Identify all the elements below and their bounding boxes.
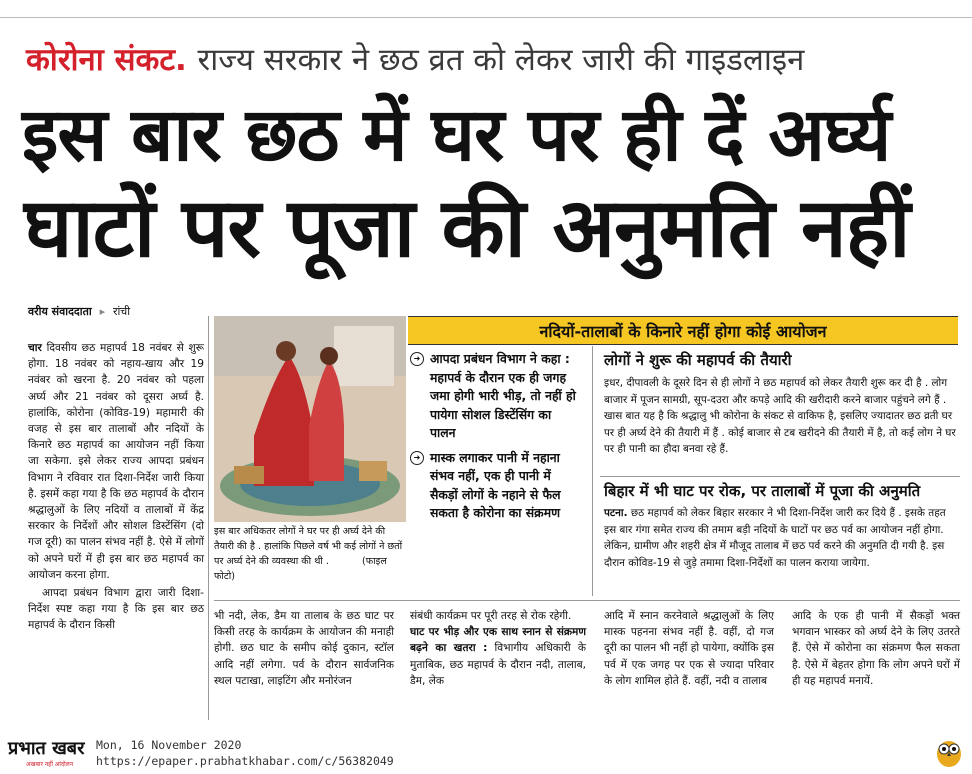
column-5: आदि के एक ही पानी में सैकड़ों भक्त भगवान भास्कर को अर्घ्य देने के लिए उतरते हैं. ऐसे में कोरोना का संक्रमण फैल सकता है. ऐसे में बेहतर होगा कि लोग अपने घरों में ही यह महापर्व मनायें. xyxy=(792,610,960,687)
crosshead: घाट पर भीड़ और एक साथ स्नान से संक्रमण बढ़ने का खतरा : xyxy=(410,626,586,655)
reporter: वरीय संवाददाता xyxy=(28,305,92,318)
arrow-circle-icon: ➜ xyxy=(410,352,424,366)
highlight-item: ➜ आपदा प्रबंधन विभाग ने कहा : महापर्व के दौरान एक ही जगह जमा होगी भारी भीड़, तो नहीं हो पायेगा सोशल डिस्टेंसिंग का पालन xyxy=(410,350,580,443)
story3-heading: बिहार में भी घाट पर रोक, पर तालाबों में पूजा की अनुमति xyxy=(604,482,921,500)
divider xyxy=(592,346,593,596)
arrow-icon: ▸ xyxy=(99,305,106,318)
section-banner: नदियों-तालाबों के किनारे नहीं होगा कोई आयोजन xyxy=(408,316,958,345)
column-1 xyxy=(28,340,204,634)
headline-line1: इस बार छठ में घर पर ही दें अर्घ्य xyxy=(22,92,891,178)
kicker-text: राज्य सरकार ने छठ व्रत को लेकर जारी की गाइडलाइन xyxy=(197,42,805,78)
epaper-link[interactable]: https://epaper.prabhatkhabar.com/c/56382049 xyxy=(96,754,394,768)
story2-heading: लोगों ने शुरू की महापर्व की तैयारी xyxy=(604,351,792,369)
footer xyxy=(0,730,972,774)
news-photo xyxy=(214,316,406,522)
column-3: संबंधी कार्यक्रम पर पूरी तरह से रोक रहेगी. घाट पर भीड़ और एक साथ स्नान से संक्रमण बढ़ने का खतरा : विभागीय अधिकारी के मुताबिक, छठ महापर्व के दौरान नदी, तालाब, डैम, लेक xyxy=(410,610,586,687)
edition-date: Mon, 16 November 2020 xyxy=(96,738,242,752)
byline xyxy=(28,304,130,319)
divider xyxy=(208,316,209,720)
highlights xyxy=(410,350,580,529)
lead-word: चार xyxy=(28,342,42,354)
kicker xyxy=(26,38,804,80)
col1-p2: आपदा प्रबंधन विभाग द्वारा जारी दिशा-निर्देश स्पष्ट कहा गया है कि इस बार छठ महापर्व के दौरान किसी xyxy=(28,587,204,632)
owl-icon xyxy=(934,734,964,768)
arrow-circle-icon: ➜ xyxy=(410,451,424,465)
dateline: पटना. xyxy=(604,507,628,519)
divider xyxy=(214,600,960,601)
prabhat-khabar-logo: प्रभात खबर अखबार नहीं आंदोलन xyxy=(8,738,85,768)
story2-body: इधर, दीपावली के दूसरे दिन से ही लोगों ने छठ महापर्व को लेकर तैयारी शुरू कर दी है . लोग बाजार में पूजन सामग्री, सूप-दउरा और कपड़े आदि की खरीदारी करने बाजार पहुंचने लगे हैं . खास बात यह है कि श्रद्धालु भी कोरोना के संकट से वाकिफ है, इसलिए ज्यादातर छठ व्रती घर पर ही अर्घ्य देने की तैयारी में हैं . कोई बाजार से टब खरीदने की तैयारी में है, तो कई लोग ने घर पर ही पानी का हौदा बनवा रहे हैं. xyxy=(604,377,956,456)
highlight-item: ➜ मास्क लगाकर पानी में नहाना संभव नहीं, एक ही पानी में सैकड़ों लोगों के नहाने से फैल सकता है कोरोना का संक्रमण xyxy=(410,449,580,523)
photo-credit: (फाइल फोटो) xyxy=(214,556,387,582)
column-2: भी नदी, लेक, डैम या तालाब के छठ घाट पर किसी तरह के कार्यक्रम के आयोजन की मनाही होगी. छठ घाट के समीप कोई दुकान, स्टॉल आदि नहीं लगेगा. पर्व के दौरान सार्वजनिक स्थल पटाखा, लाइटिंग और मनोरंजन xyxy=(214,610,394,687)
headline-line2: घाटों पर पूजा की अनुमति नहीं xyxy=(24,181,910,276)
photo-caption xyxy=(214,524,406,584)
col1-p1: दिवसीय छठ महापर्व 18 नवंबर से शुरू होगा. 18 नवंबर को नहाय-खाय और 19 नवंबर को खरना है. 20 नवंबर को पहला अर्घ्य और 21 नवंबर को दूसरा अर्घ्य है. हालांकि, कोरोना (कोविड-19) महामारी की वजह से इस बार तालाबों और नदियों के किनारे छठ महापर्व का आयोजन नहीं किया जा सकेगा. इसे लेकर राज्य आपदा प्रबंधन विभाग ने रविवार रात दिशा-निर्देश जारी किया है. इसमें कहा गया है कि छठ महापर्व के दौरान श्रद्धालुओं के लिए नदियों व तालाबों में केंद्र सरकार के निर्देशों और सोशल डिस्टेंसिंग (दो गज दूरी) का पालन संभव नहीं है. ऐसे में लोगों को अपने घरों में ही इस बार छठ महापर्व का आयोजन करना होगा. xyxy=(28,342,204,581)
city: रांची xyxy=(112,305,131,318)
story3-body: पटना. छठ महापर्व को लेकर बिहार सरकार ने भी दिशा-निर्देश जारी कर दिये हैं . इसके तहत इस बार गंगा समेत राज्य की तमाम बड़ी नदियों के घाटों पर छठ पर्व का आयोजन नहीं होगा. लेकिन, ग्रामीण और शहरी क्षेत्र में मौजूद तालाब में छठ पर्व करने की अनुमति दी गयी है. इस दौरान कोविड-19 से जुड़े तमामा दिशा-निर्देशों का पालन कराया जायेगा. xyxy=(604,507,946,569)
caption-text: इस बार अधिकतर लोगों ने घर पर ही अर्घ्य देने की तैयारी की है . हालांकि पिछले वर्ष भी कई लोगों ने छतों पर अर्घ्य देने की व्यवस्था की थी . xyxy=(214,526,403,567)
top-rule xyxy=(0,17,972,18)
column-4: आदि में स्नान करनेवाले श्रद्धालुओं के लिए मास्क पहनना संभव नहीं है. वहीं, दो गज दूरी का पालन भी नहीं हो पायेगा, क्योंकि इस पर्व में एक जगह पर एक से ज्यादा परिवार के लोग शामिल होते हैं. वहीं, नदी व तालाब xyxy=(604,610,774,687)
divider xyxy=(600,476,960,477)
kicker-red: कोरोना संकट. xyxy=(26,42,187,78)
